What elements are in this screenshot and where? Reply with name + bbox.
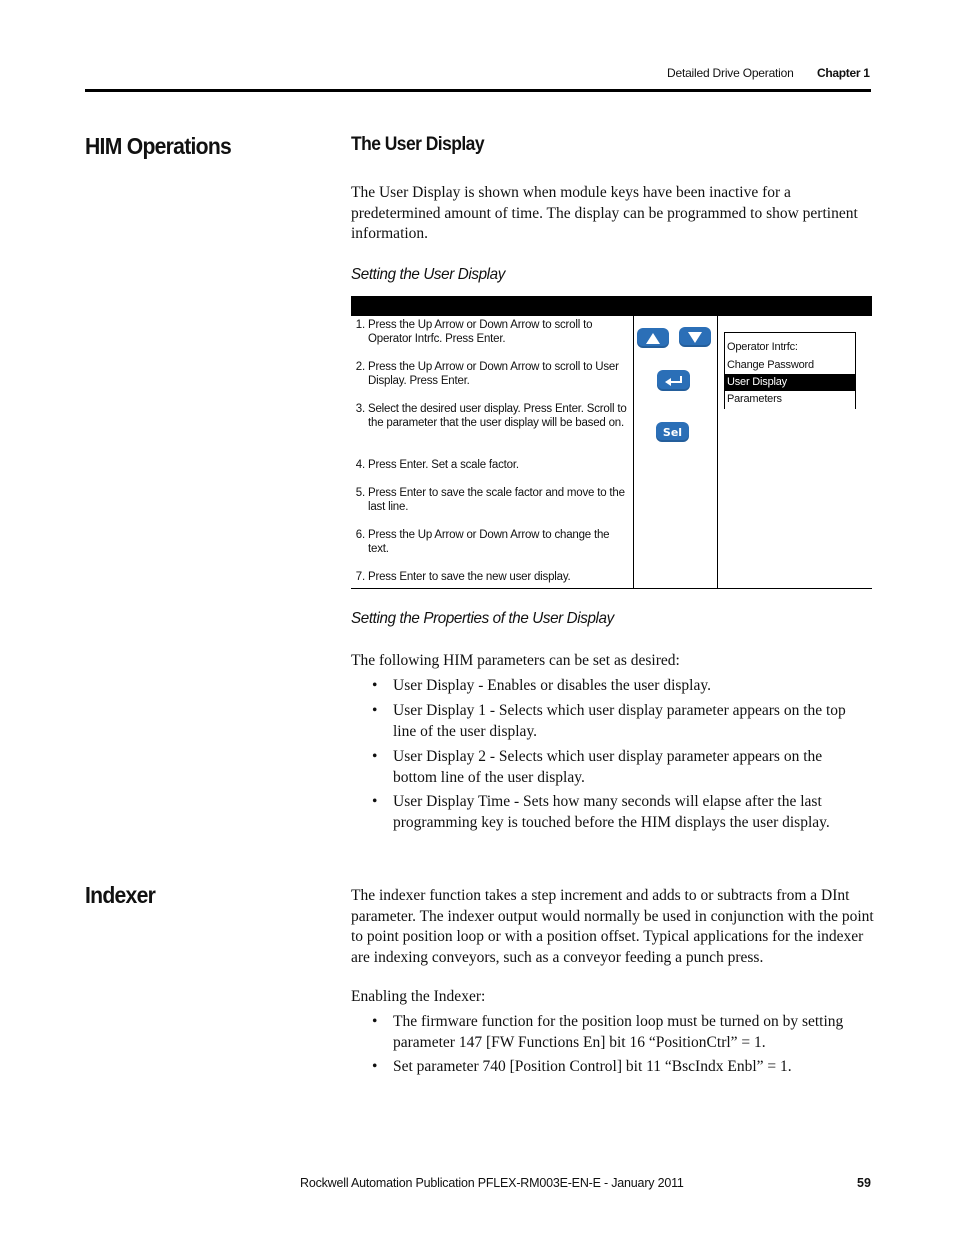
list-item-text: User Display Time - Sets how many seconds will elapse after the last programming key is touched before the HIM displays the user display. (393, 793, 830, 831)
enter-key (657, 370, 690, 391)
indexer-intro: The indexer function takes a step increment and adds to or subtracts from a DInt parameter. The indexer output would normally be used in conjunction with the point to point position loop or with a position offset. Typical applications for the indexer are indexing conveyors, such as a conveyor feeding a punch press. (351, 887, 874, 966)
running-header-chapter: Chapter 1 (817, 66, 870, 80)
list-item: • User Display 1 - Selects which user display parameter appears on the top line of the user display. (372, 701, 867, 742)
menu-item-operator-intrfc: Operator Intrfc: (727, 341, 798, 353)
step-text: Press the Up Arrow or Down Arrow to scroll to Operator Intrfc. Press Enter. (368, 319, 593, 345)
list-item: • User Display Time - Sets how many seconds will elapse after the last programming key is touched before the HIM displays the user display. (372, 792, 867, 833)
list-item: • Set parameter 740 [Position Control] bit 11 “BscIndx Enbl” = 1. (372, 1057, 867, 1078)
indexer-heading: Indexer (85, 882, 156, 908)
step-4 (353, 458, 630, 472)
setting-user-display-subhead: Setting the User Display (351, 266, 505, 283)
steps-table-header (351, 296, 872, 316)
list-item-text: Set parameter 740 [Position Control] bit 11 “BscIndx Enbl” = 1. (393, 1058, 792, 1075)
list-item-text: User Display - Enables or disables the user display. (393, 677, 711, 694)
step-text: Select the desired user display. Press Enter. Scroll to the parameter that the user display will be based on. (368, 403, 627, 429)
step-6 (353, 528, 630, 556)
step-number: 4. (355, 459, 365, 471)
user-display-heading: The User Display (351, 134, 485, 155)
enabling-indexer-label: Enabling the Indexer: (351, 988, 486, 1005)
table-bottom-rule (351, 588, 872, 589)
step-2 (353, 360, 630, 388)
list-item-text: The firmware function for the position loop must be turned on by setting parameter 147 [FW Functions En] bit 16 “PositionCtrl” = 1. (393, 1013, 844, 1051)
menu-item-parameters: Parameters (727, 393, 782, 405)
him-display-menu (724, 332, 856, 409)
up-arrow-key (637, 328, 669, 348)
step-1 (353, 318, 630, 346)
up-arrow-icon (646, 333, 660, 344)
step-number: 2. (355, 361, 365, 373)
step-number: 3. (355, 403, 365, 415)
step-text: Press Enter to save the new user display. (368, 571, 571, 583)
table-column-divider (633, 316, 634, 589)
list-item: • User Display 2 - Selects which user display parameter appears on the bottom line of the user display. (372, 747, 867, 788)
step-number: 6. (355, 529, 365, 541)
down-arrow-key (679, 327, 711, 347)
step-text: Press the Up Arrow or Down Arrow to scroll to User Display. Press Enter. (368, 361, 619, 387)
sel-key: Sel (656, 422, 689, 442)
step-text: Press Enter to save the scale factor and move to the last line. (368, 487, 625, 513)
step-3 (353, 402, 630, 430)
step-number: 5. (355, 487, 365, 499)
footer-publication: Rockwell Automation Publication PFLEX-RM003E-EN-E - January 2011 (300, 1176, 684, 1190)
user-display-intro: The User Display is shown when module keys have been inactive for a predetermined amount of time. The display can be programmed to show pertinent information. (351, 184, 858, 242)
running-header-section: Detailed Drive Operation (667, 66, 794, 80)
page-number: 59 (857, 1176, 871, 1190)
list-item: • The firmware function for the position loop must be turned on by setting parameter 147 [FW Functions En] bit 16 “PositionCtrl” = 1. (372, 1012, 867, 1053)
list-item-text: User Display 2 - Selects which user display parameter appears on the bottom line of the user display. (393, 748, 823, 786)
list-item-text: User Display 1 - Selects which user display parameter appears on the top line of the user display. (393, 702, 846, 740)
step-text: Press the Up Arrow or Down Arrow to change the text. (368, 529, 610, 555)
header-rule (85, 89, 871, 92)
menu-item-change-password: Change Password (727, 359, 814, 371)
step-number: 1. (355, 319, 365, 331)
him-operations-heading: HIM Operations (85, 133, 232, 159)
step-number: 7. (355, 571, 365, 583)
enter-icon (664, 375, 684, 387)
properties-subhead: Setting the Properties of the User Display (351, 610, 614, 627)
properties-intro: The following HIM parameters can be set as desired: (351, 652, 680, 669)
menu-item-user-display-selected: User Display (725, 374, 855, 391)
list-item: • User Display - Enables or disables the user display. (372, 676, 867, 697)
step-5 (353, 486, 630, 514)
table-column-divider (717, 316, 718, 589)
step-text: Press Enter. Set a scale factor. (368, 459, 519, 471)
step-7 (353, 570, 630, 584)
down-arrow-icon (688, 332, 702, 343)
